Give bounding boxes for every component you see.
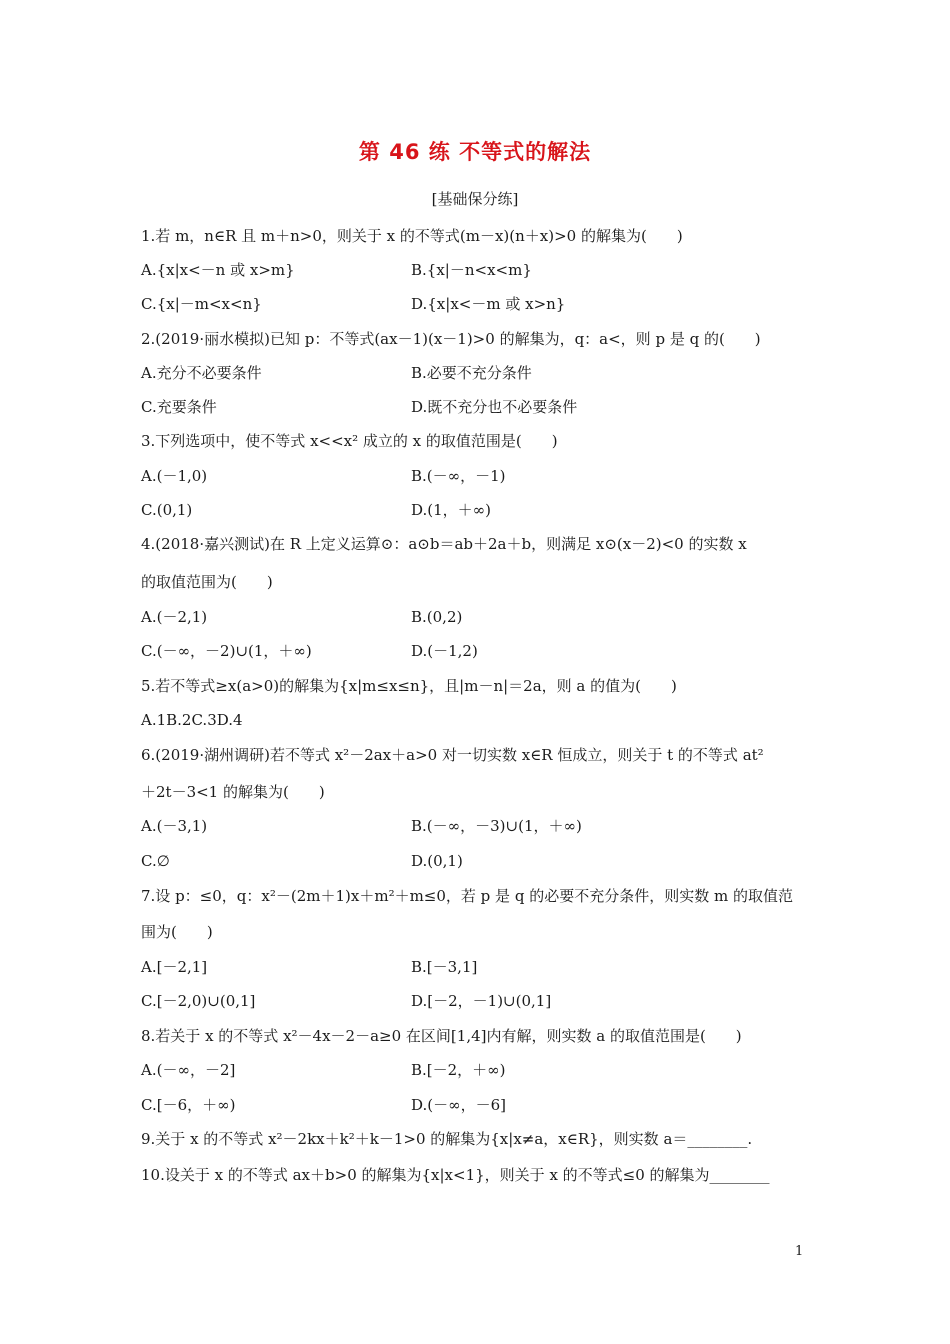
question-1-option-d: D.{x|x<－m 或 x>n} [411, 295, 566, 313]
question-4-option-d: D.(－1,2) [411, 642, 478, 660]
question-1-option-a: A.{x|x<－n 或 x>m} [141, 261, 295, 279]
page-number: 1 [795, 1244, 804, 1259]
question-2-option-d: D.既不充分也不必要条件 [411, 398, 578, 416]
question-7-option-c: C.[－2,0)∪(0,1] [141, 992, 256, 1010]
question-6-stem-line-1: 6.(2019·湖州调研)若不等式 x²－2ax＋a>0 对一切实数 x∈R 恒成立，则关于 t 的不等式 at² [141, 746, 764, 764]
question-4-stem-line-2: 的取值范围为( ) [141, 573, 273, 591]
question-1-option-c: C.{x|－m<x<n} [141, 295, 262, 313]
question-4-option-b: B.(0,2) [411, 608, 463, 626]
question-7-stem-line-2: 围为( ) [141, 923, 213, 941]
question-3-stem: 3.下列选项中，使不等式 x<<x² 成立的 x 的取值范围是( ) [141, 432, 558, 450]
question-3-option-d: D.(1，＋∞) [411, 501, 492, 519]
section-heading: [基础保分练] [431, 190, 519, 208]
question-1-option-b: B.{x|－n<x<m} [411, 261, 532, 279]
question-7-option-a: A.[－2,1] [141, 958, 208, 976]
question-7-stem-line-1: 7.设 p：≤0，q：x²－(2m＋1)x＋m²＋m≤0，若 p 是 q 的必要不充分条件，则实数 m 的取值范 [141, 887, 793, 905]
question-7-option-d: D.[－2，－1)∪(0,1] [411, 992, 552, 1010]
question-6-option-d: D.(0,1) [411, 852, 463, 870]
question-2-option-a: A.充分不必要条件 [141, 364, 262, 382]
question-5-stem: 5.若不等式≥x(a>0)的解集为{x|m≤x≤n}，且|m－n|＝2a，则 a 的值为( ) [141, 677, 677, 695]
question-6-option-b: B.(－∞，－3)∪(1，＋∞) [411, 817, 582, 835]
question-9-stem: 9.关于 x 的不等式 x²－2kx＋k²＋k－1>0 的解集为{x|x≠a，x∈R}，则实数 a＝________. [141, 1130, 753, 1148]
question-6-option-c: C.∅ [141, 852, 170, 870]
question-8-option-d: D.(－∞，－6] [411, 1096, 507, 1114]
question-1-stem: 1.若 m，n∈R 且 m＋n>0，则关于 x 的不等式(m－x)(n＋x)>0 的解集为( ) [141, 227, 683, 245]
question-5-options: A.1B.2C.3D.4 [141, 711, 243, 729]
question-8-option-c: C.[－6，＋∞) [141, 1096, 236, 1114]
page-title: 第 46 练 不等式的解法 [358, 140, 592, 164]
question-3-option-c: C.(0,1) [141, 501, 193, 519]
question-8-option-a: A.(－∞，－2] [141, 1061, 236, 1079]
question-7-option-b: B.[－3,1] [411, 958, 478, 976]
question-3-option-a: A.(－1,0) [141, 467, 208, 485]
question-4-stem-line-1: 4.(2018·嘉兴测试)在 R 上定义运算⊙：a⊙b＝ab＋2a＋b，则满足 x⊙(x－2)<0 的实数 x [141, 535, 747, 553]
question-2-option-c: C.充要条件 [141, 398, 217, 416]
question-3-option-b: B.(－∞，－1) [411, 467, 506, 485]
question-2-stem: 2.(2019·丽水模拟)已知 p：不等式(ax－1)(x－1)>0 的解集为，q：a<，则 p 是 q 的( ) [141, 330, 761, 348]
question-10-stem: 10.设关于 x 的不等式 ax＋b>0 的解集为{x|x<1}，则关于 x 的不等式≤0 的解集为________ [141, 1166, 770, 1184]
question-2-option-b: B.必要不充分条件 [411, 364, 532, 382]
question-6-stem-line-2: ＋2t－3<1 的解集为( ) [141, 783, 325, 801]
question-8-option-b: B.[－2，＋∞) [411, 1061, 506, 1079]
question-6-option-a: A.(－3,1) [141, 817, 208, 835]
question-4-option-a: A.(－2,1) [141, 608, 208, 626]
question-4-option-c: C.(－∞，－2)∪(1，＋∞) [141, 642, 312, 660]
question-8-stem: 8.若关于 x 的不等式 x²－4x－2－a≥0 在区间[1,4]内有解，则实数 a 的取值范围是( ) [141, 1027, 742, 1045]
